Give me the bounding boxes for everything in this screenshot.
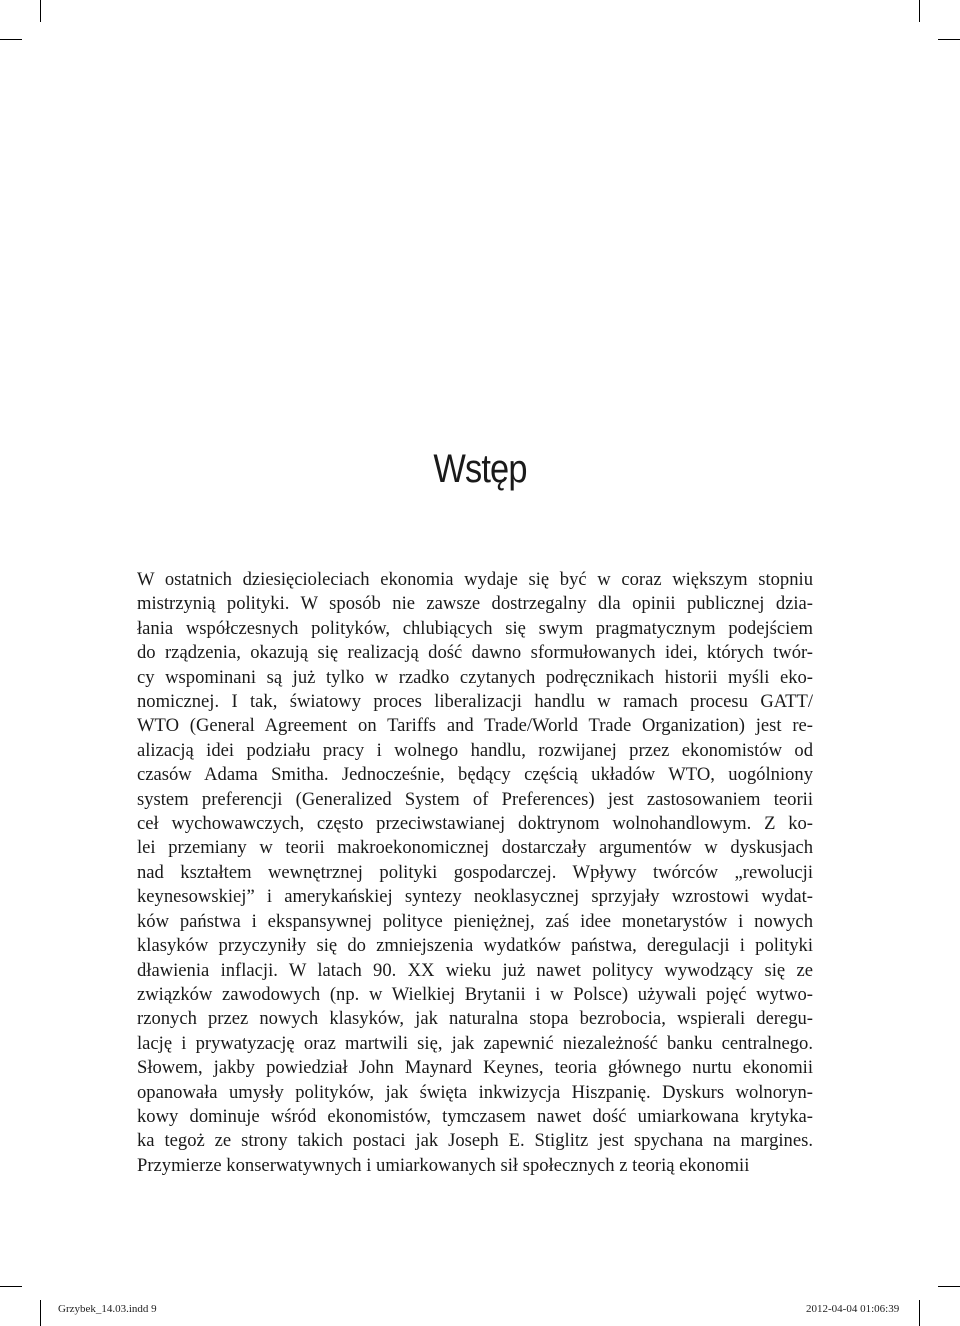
- crop-mark-bottom-left-vertical: [40, 1300, 41, 1326]
- body-line: W ostatnich dziesięcioleciach ekonomia wydaje się być w coraz większym stopniu: [137, 569, 813, 590]
- body-line: ka tegoż ze strony takich postaci jak Joseph E. Stiglitz jest spychana na margines.: [137, 1130, 813, 1152]
- body-line: klasyków przyczyniły się do zmniejszenia wydatków państwa, deregulacji i polityki: [137, 935, 813, 957]
- body-paragraph: [137, 568, 813, 1178]
- crop-mark-top-right-horizontal: [938, 39, 960, 40]
- body-line: rzonych przez nowych klasyków, jak naturalna stopa bezrobocia, wspierali deregu-: [137, 1008, 813, 1030]
- crop-mark-bottom-right-horizontal: [938, 1286, 960, 1287]
- slug-file-label: Grzybek_14.03.indd 9: [58, 1303, 157, 1315]
- body-line: związków zawodowych (np. w Wielkiej Brytanii i w Polsce) używali pojęć wytwo-: [137, 983, 813, 1005]
- chapter-heading: Wstęp: [433, 447, 527, 491]
- body-line: system preferencji (Generalized System of Preferences) jest zastosowaniem teorii: [137, 788, 813, 810]
- body-line: kowy dominuje wśród ekonomistów, tymczasem nawet dość umiarkowana krytyka-: [137, 1105, 813, 1127]
- body-line: dławienia inflacji. W latach 90. XX wieku już nawet politycy wywodzący się ze: [137, 959, 813, 981]
- body-line: czasów Adama Smitha. Jednocześnie, będący częścią układów WTO, uogólniony: [137, 764, 813, 786]
- body-line: łania współczesnych polityków, chlubiących się swym pragmatycznym podejściem: [137, 617, 813, 639]
- body-line: WTO (General Agreement on Tariffs and Trade/World Trade Organization) jest re-: [137, 715, 813, 737]
- body-line: mistrzynią polityki. W sposób nie zawsze dostrzegalny dla opinii publicznej dzia-: [137, 593, 813, 615]
- slug-timestamp: 2012-04-04 01:06:39: [806, 1303, 900, 1315]
- body-line: nad kształtem wewnętrznej polityki gospodarczej. Wpływy twórców „rewolucji: [137, 861, 813, 883]
- body-line: Słowem, jakby powiedział John Maynard Keynes, teoria głównego nurtu ekonomii: [137, 1057, 813, 1079]
- body-line: lację i prywatyzację oraz martwili się, jak zapewnić niezależność banku centralnego.: [137, 1032, 813, 1054]
- body-line: Przymierze konserwatywnych i umiarkowanych sił społecznych z teorią ekonomii: [137, 1154, 750, 1176]
- crop-mark-bottom-right-vertical: [919, 1300, 920, 1326]
- body-line: ceł wychowawczych, często przeciwstawianej doktrynom wolnohandlowym. Z ko-: [137, 813, 813, 835]
- body-line: do rządzenia, okazują się realizacją dość dawno sformułowanych idei, których twór-: [137, 642, 813, 664]
- body-line: opanowała umysły polityków, jak święta inkwizycja Hiszpanię. Dyskurs wolnoryn-: [137, 1081, 813, 1103]
- body-line: keynesowskiej” i amerykańskiej syntezy neoklasycznej sprzyjały wzrostowi wydat-: [137, 886, 813, 908]
- crop-mark-top-right-vertical: [919, 0, 920, 22]
- body-line: alizacją idei podziału pracy i wolnego handlu, rozwijanej przez ekonomistów od: [137, 739, 813, 761]
- crop-mark-bottom-left-horizontal: [0, 1286, 22, 1287]
- body-line: lei przemiany w teorii makroekonomicznej dostarczały argumentów w dyskusjach: [137, 837, 813, 859]
- crop-mark-top-left-vertical: [40, 0, 41, 22]
- body-line: ków państwa i ekspansywnej polityce pieniężnej, zaś idee monetarystów i nowych: [137, 910, 813, 932]
- body-line: nomicznej. I tak, światowy proces liberalizacji handlu w ramach procesu GATT/: [137, 691, 813, 713]
- crop-mark-top-left-horizontal: [0, 39, 22, 40]
- body-line: cy wspominani są już tylko w rzadko czytanych podręcznikach historii myśli eko-: [137, 666, 813, 688]
